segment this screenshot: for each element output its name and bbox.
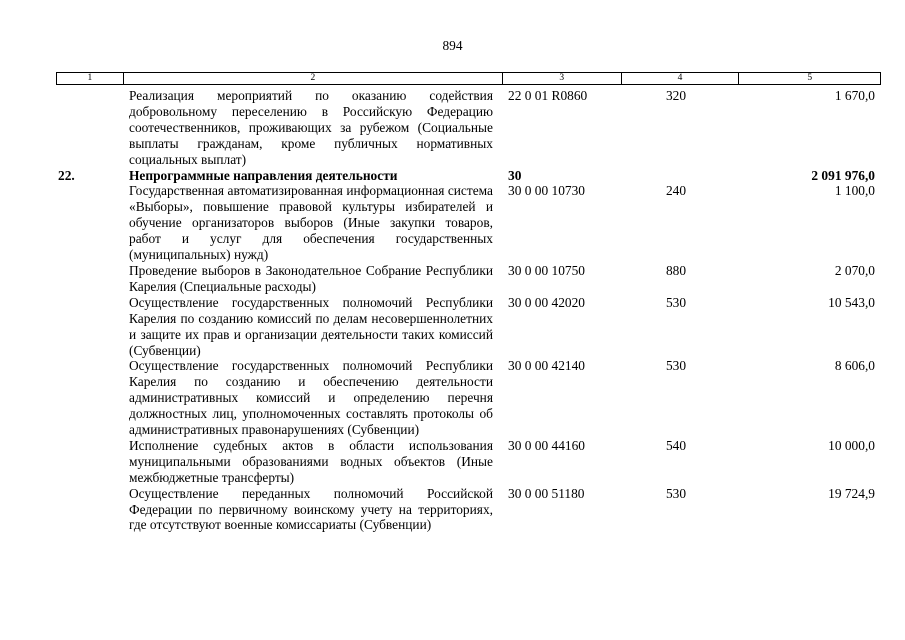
row-amount: 1 670,0 — [834, 88, 875, 103]
table-row — [0, 438, 905, 486]
table-row — [0, 295, 905, 359]
table-row — [0, 486, 905, 534]
row-number: 22. — [58, 167, 75, 183]
row-amount: 10 000,0 — [828, 437, 875, 453]
table-header — [56, 72, 881, 85]
page-number: 894 — [442, 38, 463, 53]
row-name: Реализация мероприятий по оказанию содействия добровольному переселению в Российскую Федерацию соотечественников, проживающих за рубежом (Социальные выплаты гражданам, кроме публичных нормативных социальных выплат) — [129, 88, 493, 167]
row-name: Исполнение судебных актов в области использования муниципальными образованиями водных объектов (Иные межбюджетные трансферты) — [129, 437, 493, 485]
row-type: 530 — [665, 294, 687, 310]
row-name: Проведение выборов в Законодательное Собрание Республики Карелия (Специальные расходы) — [129, 262, 493, 294]
row-code: 22 0 01 R0860 — [508, 88, 588, 103]
header-col-4: 4 — [622, 73, 740, 84]
header-col-5: 5 — [807, 73, 813, 83]
row-name: Осуществление государственных полномочий Республики Карелия по созданию комиссий по делам несовершеннолетних и защите их прав и организации деятельности таких комиссий (Субвенции) — [129, 294, 493, 358]
row-type: 540 — [665, 437, 687, 453]
row-amount: 10 543,0 — [828, 294, 875, 310]
row-name: Осуществление переданных полномочий Российской Федерации по первичному воинскому учету на территориях, где отсутствуют военные комиссариаты (Субвенции) — [129, 485, 493, 533]
row-amount: 2 091 976,0 — [811, 167, 875, 183]
table-row — [0, 168, 905, 184]
row-amount: 8 606,0 — [834, 358, 875, 374]
table-row — [0, 358, 905, 438]
row-name: Осуществление государственных полномочий Республики Карелия по созданию и обеспечению деятельности административных комиссий и определению перечня должностных лиц, уполномоченных составлять протоколы об административных правонарушениях (Субвенции) — [129, 358, 493, 438]
row-amount: 2 070,0 — [834, 262, 875, 278]
row-name: Непрограммные направления деятельности — [129, 167, 398, 183]
table-row — [0, 88, 905, 168]
header-col-2: 2 — [124, 73, 503, 84]
row-amount: 1 100,0 — [834, 183, 875, 199]
row-name: Государственная автоматизированная информационная система «Выборы», повышение правовой культуры избирателей и обучение организаторов выборов (Иные закупки товаров, работ и услуг для обеспечения государственных (муниципальных) нужд) — [129, 183, 493, 263]
row-type: 530 — [665, 485, 687, 501]
row-code: 30 — [508, 167, 522, 183]
row-code: 30 0 00 10750 — [508, 262, 585, 278]
row-code: 30 0 00 10730 — [508, 183, 585, 199]
table-row — [0, 183, 905, 263]
row-type: 320 — [665, 88, 687, 103]
row-type: 880 — [665, 262, 687, 278]
row-code: 30 0 00 42020 — [508, 294, 585, 310]
table-body — [0, 88, 905, 533]
header-col-1: 1 — [57, 73, 124, 84]
row-code: 30 0 00 44160 — [508, 437, 585, 453]
row-type: 240 — [665, 183, 687, 199]
row-code: 30 0 00 51180 — [508, 485, 585, 501]
header-col-3: 3 — [503, 73, 622, 84]
row-code: 30 0 00 42140 — [508, 358, 585, 374]
table-row — [0, 263, 905, 295]
row-type: 530 — [665, 358, 687, 374]
row-amount: 19 724,9 — [828, 485, 875, 501]
